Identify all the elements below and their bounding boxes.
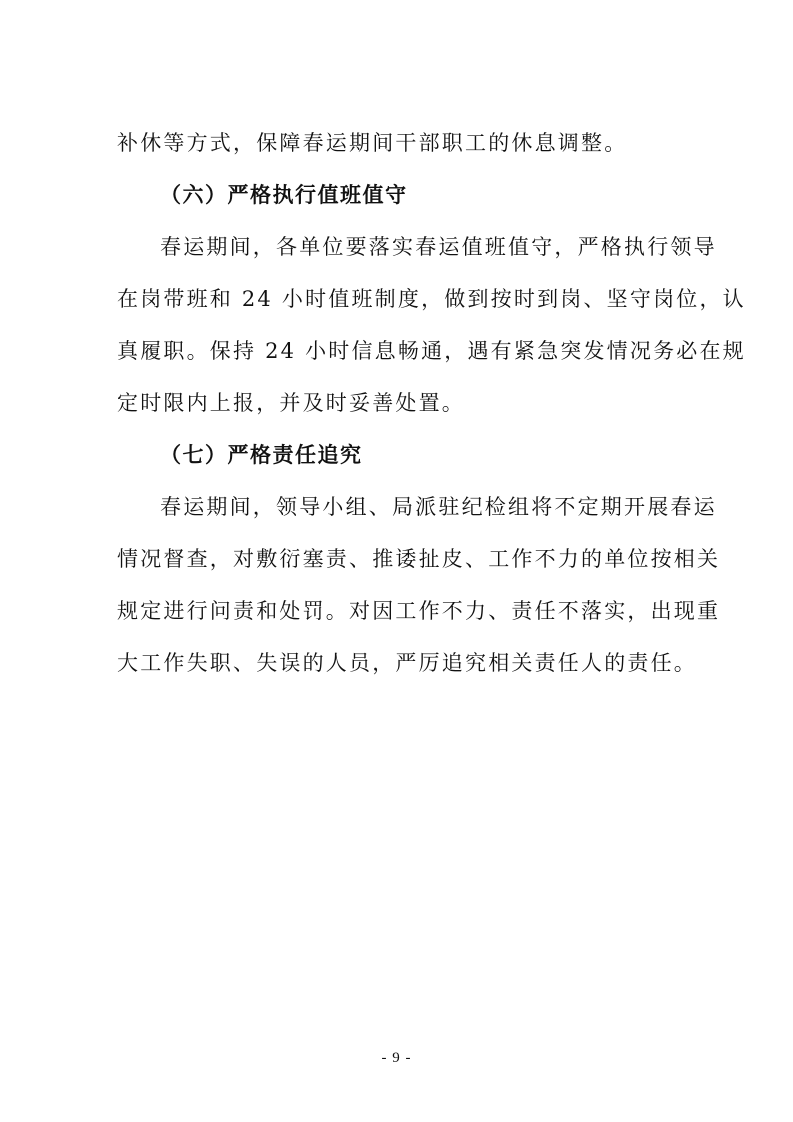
paragraph-line: 情况督查，对敷衍塞责、推诿扯皮、工作不力的单位按相关 [117, 547, 721, 571]
section-heading-6: （六）严格执行值班值守 [160, 183, 408, 207]
paragraph-line: 定时限内上报，并及时妥善处置。 [117, 391, 465, 415]
paragraph-line: 大工作失职、失误的人员，严厉追究相关责任人的责任。 [117, 651, 697, 675]
paragraph-line: 春运期间，各单位要落实春运值班值守，严格执行领导 [160, 235, 717, 259]
paragraph-line: 规定进行问责和处罚。对因工作不力、责任不落实，出现重 [117, 599, 721, 623]
document-body [117, 117, 746, 689]
paragraph-line: 春运期间，领导小组、局派驻纪检组将不定期开展春运 [160, 495, 717, 519]
section-heading-7: （七）严格责任追究 [160, 443, 363, 467]
page-number: - 9 - [381, 1050, 412, 1066]
paragraph-line: 补休等方式，保障春运期间干部职工的休息调整。 [117, 131, 628, 155]
paragraph-line: 在岗带班和 24 小时值班制度，做到按时到岗、坚守岗位，认 [117, 287, 746, 311]
paragraph-line: 真履职。保持 24 小时信息畅通，遇有紧急突发情况务必在规 [117, 339, 746, 363]
